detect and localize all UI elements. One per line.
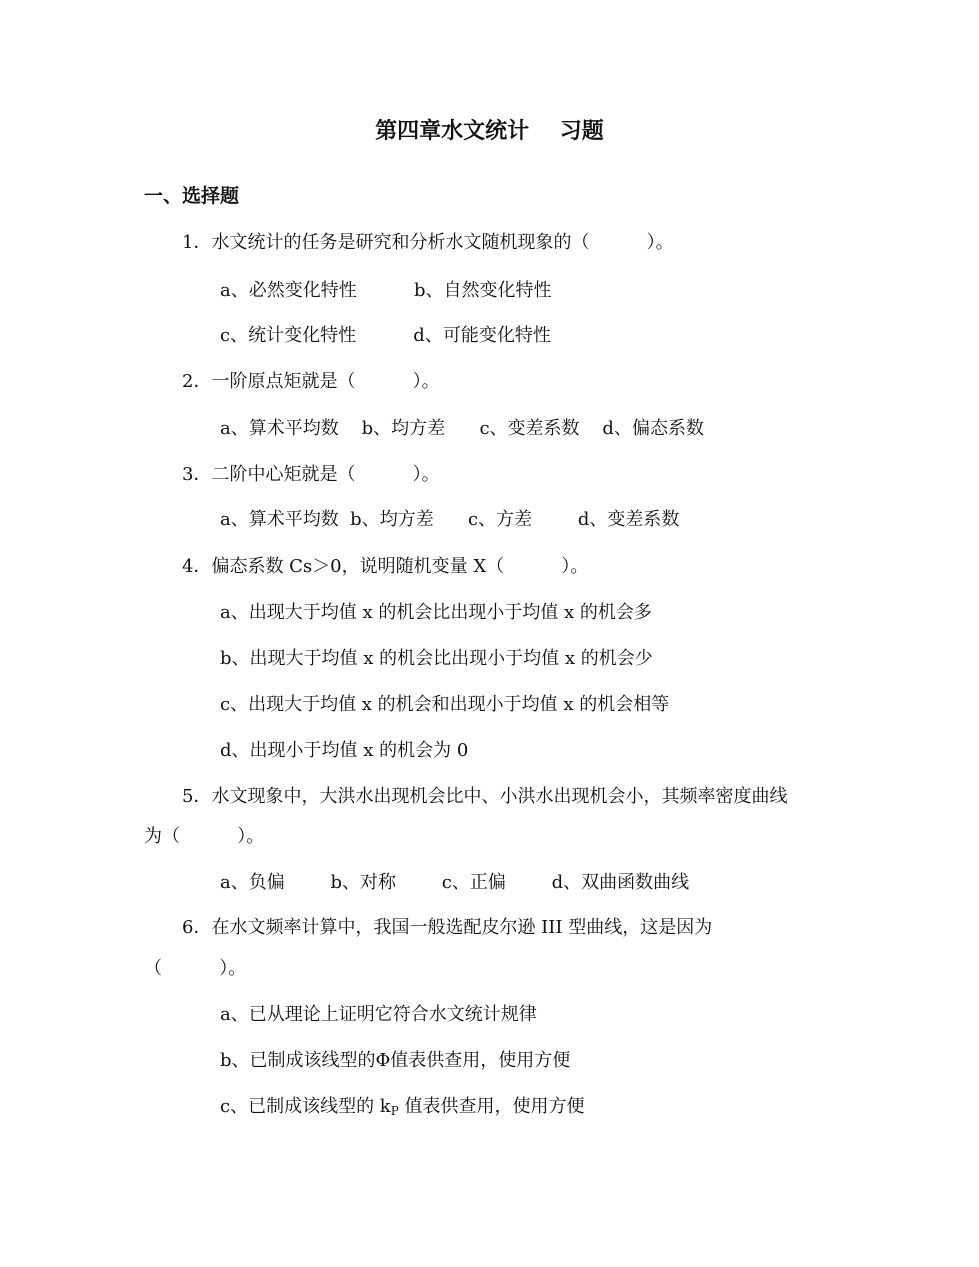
subscript-p: P [390, 1104, 399, 1118]
question-stem: 2．一阶原点矩就是（ ）。 [182, 371, 440, 392]
question-option: a、已从理论上证明它符合水文统计规律 [220, 1004, 537, 1025]
question-stem: 3．二阶中心矩就是（ ）。 [182, 464, 440, 485]
question-option: a、出现大于均值 x 的机会比出现小于均值 x 的机会多 [220, 602, 652, 623]
option-text-suffix: 值表供查用，使用方便 [398, 1096, 585, 1117]
question-stem: 4．偏态系数 Cs＞0，说明随机变量 X（ ）。 [182, 556, 589, 577]
question-option: c、统计变化特性 d、可能变化特性 [220, 325, 551, 346]
question-option: b、出现大于均值 x 的机会比出现小于均值 x 的机会少 [220, 648, 653, 669]
page-title: 第四章水文统计 习题 [375, 119, 604, 144]
question-stem: 6．在水文频率计算中，我国一般选配皮尔逊 III 型曲线，这是因为 [182, 917, 713, 938]
question-option: a、负偏 b、对称 c、正偏 d、双曲函数曲线 [220, 872, 690, 893]
question-option: a、算术平均数 b、均方差 c、方差 d、变差系数 [220, 509, 680, 530]
question-option: c、出现大于均值 x 的机会和出现小于均值 x 的机会相等 [220, 694, 670, 715]
question-stem-continued: （ ）。 [144, 958, 247, 979]
question-option [220, 1095, 585, 1123]
question-stem: 1．水文统计的任务是研究和分析水文随机现象的（ ）。 [182, 232, 674, 253]
question-option: a、算术平均数 b、均方差 c、变差系数 d、偏态系数 [220, 418, 704, 439]
section-heading: 一、选择题 [144, 185, 240, 207]
question-stem-continued: 为（ ）。 [144, 826, 265, 847]
question-option: b、已制成该线型的Φ值表供查用，使用方便 [220, 1050, 571, 1071]
option-text-prefix: c、已制成该线型的 k [220, 1096, 391, 1117]
question-stem: 5．水文现象中，大洪水出现机会比中、小洪水出现机会小，其频率密度曲线 [182, 786, 788, 807]
question-option: a、必然变化特性 b、自然变化特性 [220, 280, 552, 301]
question-option: d、出现小于均值 x 的机会为 0 [220, 740, 469, 761]
